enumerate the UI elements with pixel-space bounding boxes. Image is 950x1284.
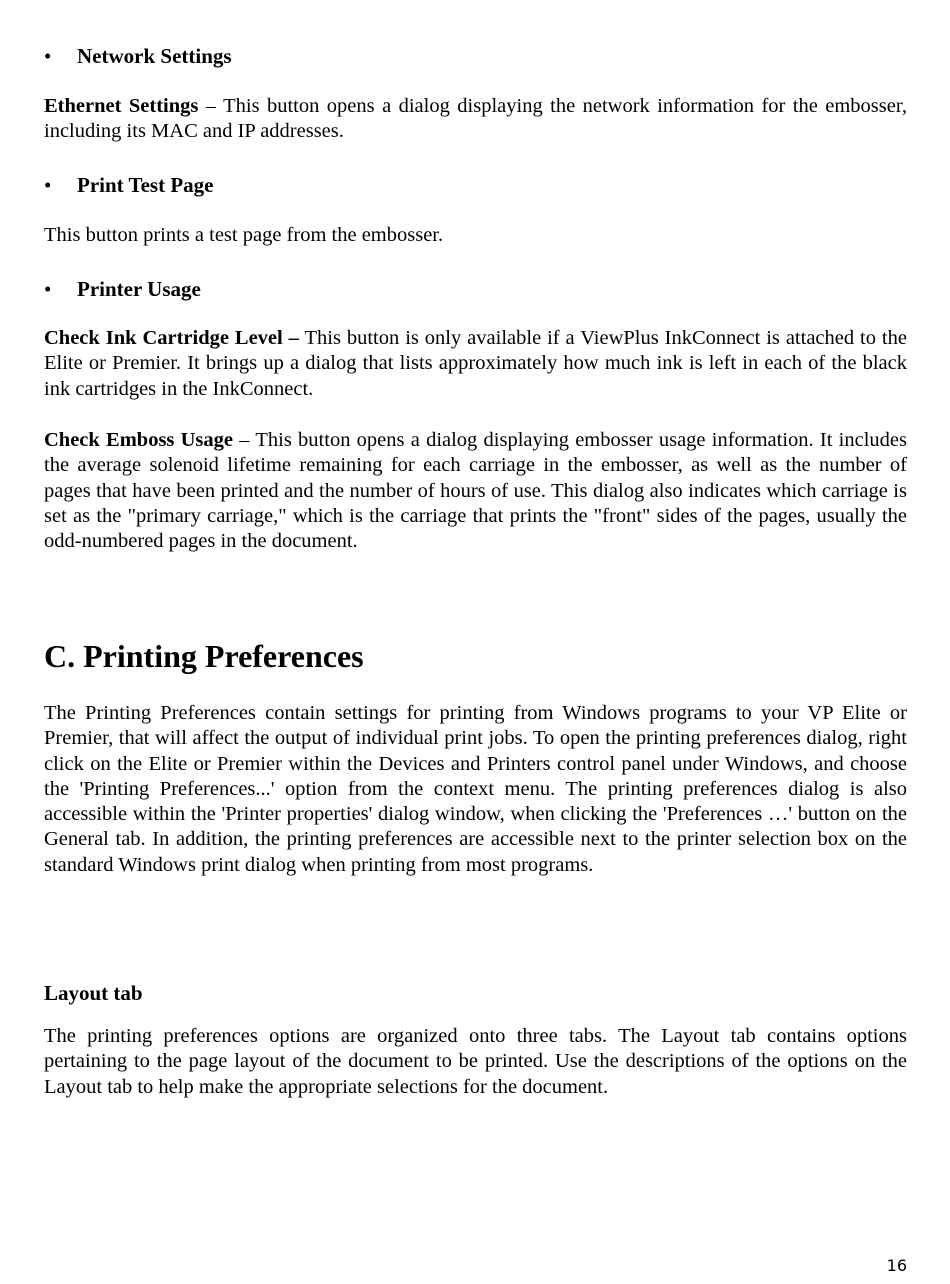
- bullet-glyph: •: [44, 173, 52, 197]
- ethernet-settings-paragraph: [44, 94, 907, 145]
- layout-tab-heading: Layout tab: [44, 981, 143, 1005]
- page-number: 16: [886, 1256, 907, 1275]
- printing-preferences-text: The Printing Preferences contain settings for printing from Windows programs to your VP Elite or Premier, that will affect the output of individual print jobs. To open the printing preferences dialog, right click on the Elite or Premier within the Devices and Printers control panel under Windows, and choose the 'Printing Preferences...' option from the context menu. The printing preferences dialog is also accessible within the 'Printer properties' dialog window, when clicking the 'Preferences …' button on the General tab. In addition, the printing preferences are accessible next to the printer selection box on the standard Windows print dialog when printing from most programs.: [44, 702, 907, 876]
- bullet-print-test-page: [44, 172, 214, 198]
- ethernet-settings-text: – This button opens a dialog displaying the network information for the embosser, including its MAC and IP addresses.: [44, 95, 907, 143]
- check-ink-cartridge-term: Check Ink Cartridge Level –: [44, 327, 299, 349]
- check-emboss-usage-term: Check Emboss Usage: [44, 429, 234, 451]
- ethernet-settings-term: Ethernet Settings: [44, 95, 199, 117]
- print-test-page-heading: Print Test Page: [77, 173, 214, 197]
- bullet-network-settings: [44, 43, 232, 69]
- layout-tab-text: The printing preferences options are organized onto three tabs. The Layout tab contains options pertaining to the page layout of the document to be printed. Use the descriptions of the options on the Layout tab to help make the appropriate selections for the document.: [44, 1025, 907, 1098]
- bullet-printer-usage: [44, 276, 201, 302]
- print-test-page-text: This button prints a test page from the embosser.: [44, 224, 444, 246]
- check-emboss-usage-text: – This button opens a dialog displaying embosser usage information. It includes the average solenoid lifetime remaining for each carriage in the embosser, as well as the number of pages that have been printed and the number of hours of use. This dialog also indicates which carriage is set as the "primary carriage," which is the carriage that prints the "front" sides of the pages, usually the odd-numbered pages in the document.: [44, 429, 907, 553]
- printing-preferences-paragraph: [44, 701, 907, 878]
- bullet-glyph: •: [44, 44, 52, 68]
- check-ink-cartridge-text: This button is only available if a ViewPlus InkConnect is attached to the Elite or Premier. It brings up a dialog that lists approximately how much ink is left in each of the black ink cartridges in the InkConnect.: [44, 327, 907, 400]
- check-emboss-usage-paragraph: [44, 428, 907, 554]
- printer-usage-heading: Printer Usage: [77, 277, 201, 301]
- layout-tab-paragraph: [44, 1024, 907, 1100]
- print-test-page-paragraph: [44, 223, 907, 248]
- printing-preferences-heading: C. Printing Preferences: [44, 638, 364, 674]
- bullet-glyph: •: [44, 277, 52, 301]
- check-ink-cartridge-paragraph: [44, 326, 907, 402]
- network-settings-heading: Network Settings: [77, 44, 232, 68]
